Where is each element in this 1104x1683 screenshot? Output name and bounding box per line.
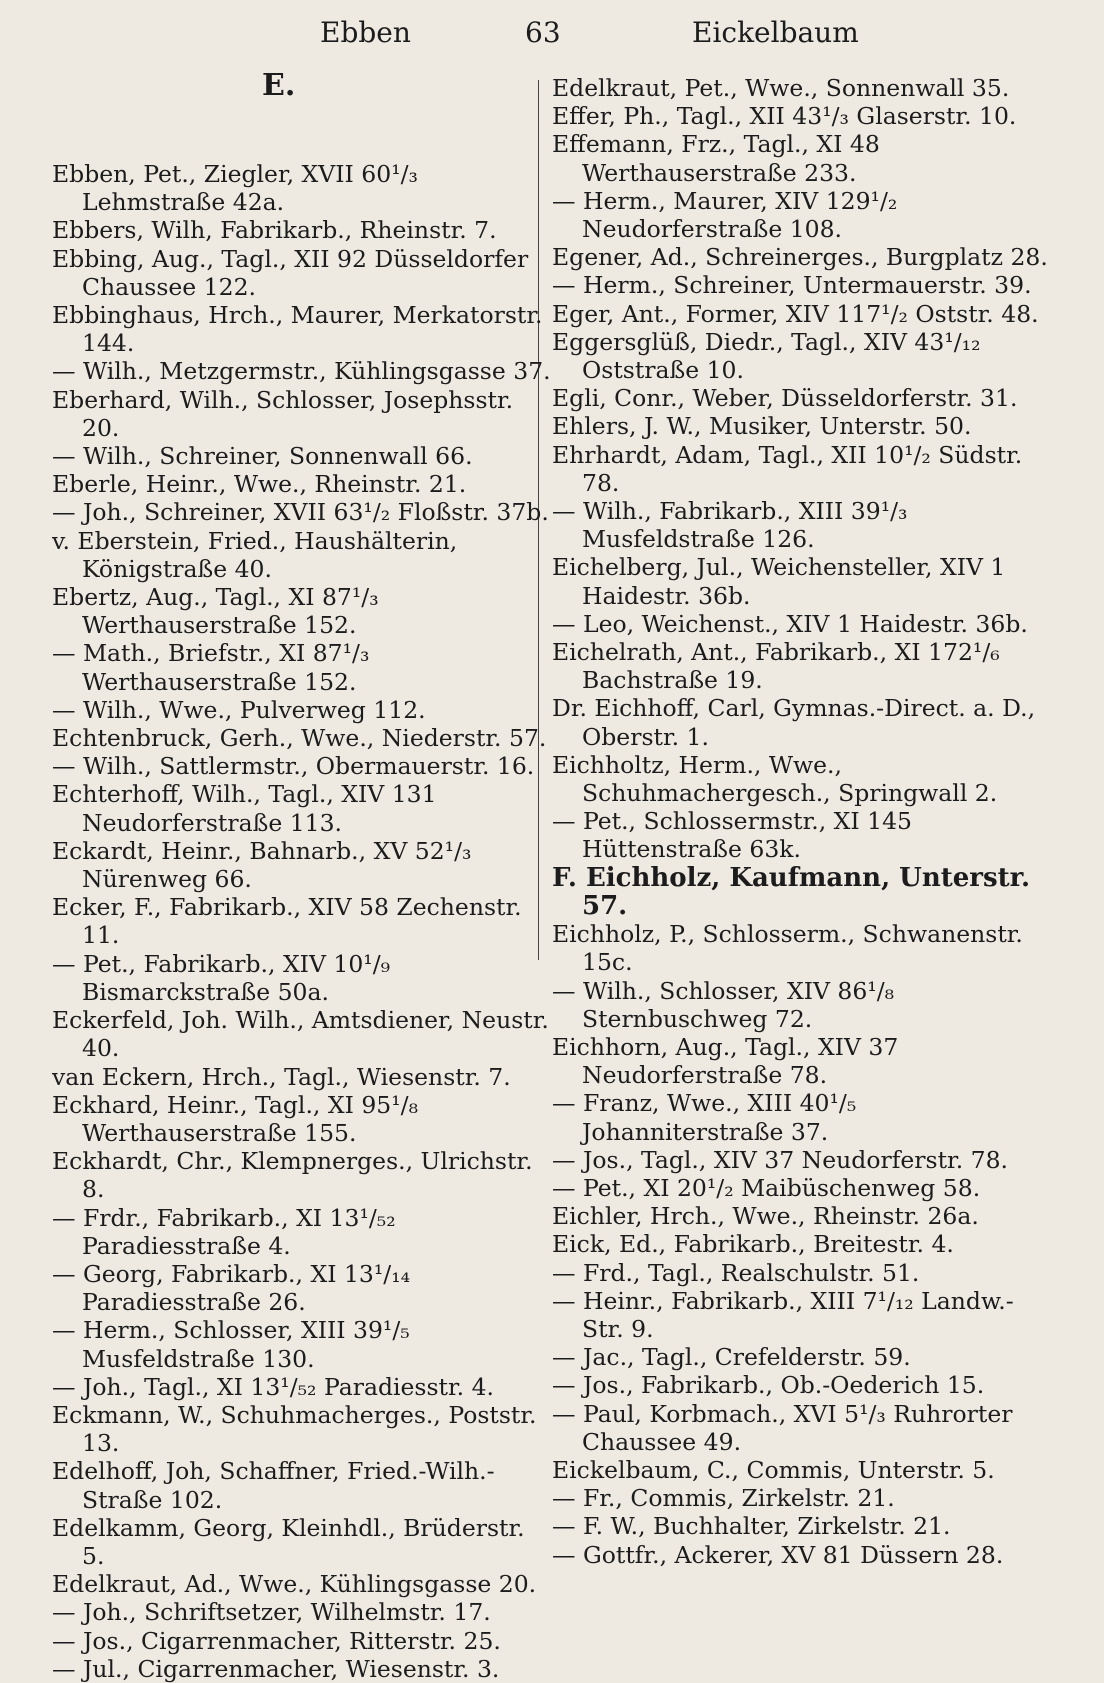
directory-entry: Eckhard, Heinr., Tagl., XI 95¹/₈ Werthauserstraße 155. (52, 1090, 419, 1147)
directory-entry: Edelkamm, Georg, Kleinhdl., Brüderstr. 5. (52, 1513, 525, 1570)
directory-entry: van Eckern, Hrch., Tagl., Wiesenstr. 7. (52, 1062, 511, 1091)
directory-entry: Eckmann, W., Schuhmacherges., Poststr. 13. (52, 1400, 537, 1458)
directory-entry: Eichelrath, Ant., Fabrikarb., XI 172¹/₆ Bachstraße 19. (552, 638, 1000, 695)
directory-entry: Ebbinghaus, Hrch., Maurer, Merkatorstr. 144. (52, 301, 543, 358)
directory-entry: — Wilh., Wwe., Pulverweg 112. (52, 695, 426, 724)
directory-entry: Eick, Ed., Fabrikarb., Breitestr. 4. (552, 1230, 954, 1259)
directory-entry: — Wilh., Schreiner, Sonnenwall 66. (52, 442, 473, 471)
directory-entry: — Wilh., Schlosser, XIV 86¹/₈ Sternbuschweg 72. (552, 976, 895, 1033)
directory-entry: — Gottfr., Ackerer, XV 81 Düssern 28. (552, 1540, 1004, 1569)
directory-entry: Edelhoff, Joh, Schaffner, Fried.-Wilh.-Straße 102. (52, 1457, 495, 1514)
directory-entry: Ehlers, J. W., Musiker, Unterstr. 50. (552, 412, 972, 441)
directory-entry: — Heinr., Fabrikarb., XIII 7¹/₁₂ Landw.-Str. 9. (552, 1286, 1014, 1343)
directory-entry: — Wilh., Metzgermstr., Kühlingsgasse 37. (52, 357, 551, 386)
directory-entry: Edelkraut, Pet., Wwe., Sonnenwall 35. (552, 74, 1010, 102)
directory-entry: Ebertz, Aug., Tagl., XI 87¹/₃ Werthauserstraße 152. (52, 583, 379, 640)
header-right-keyword: Eickelbaum (692, 16, 859, 49)
directory-entry: — Jos., Cigarrenmacher, Ritterstr. 25. (52, 1626, 501, 1655)
directory-entry: — Joh., Schriftsetzer, Wilhelmstr. 17. (52, 1598, 491, 1627)
directory-entry: — Math., Briefstr., XI 87¹/₃ Werthauserstraße 152. (52, 639, 370, 696)
directory-entry: — Jos., Tagl., XIV 37 Neudorferstr. 78. (552, 1145, 1009, 1174)
directory-entry: Edelkraut, Ad., Wwe., Kühlingsgasse 20. (52, 1570, 537, 1599)
directory-entry: — Joh., Schreiner, XVII 63¹/₂ Floßstr. 37b. (52, 498, 549, 527)
directory-entry: Ebbing, Aug., Tagl., XII 92 Düsseldorfer Chaussee 122. (52, 244, 529, 301)
directory-entry: — Pet., Schlossermstr., XI 145 Hüttenstraße 63k. (552, 807, 912, 864)
directory-entry: Eckardt, Heinr., Bahnarb., XV 52¹/₃ Nürenweg 66. (52, 836, 472, 894)
directory-entry: Eberhard, Wilh., Schlosser, Josephsstr. 20. (52, 385, 514, 442)
directory-entry: — Jul., Cigarrenmacher, Wiesenstr. 3. (52, 1654, 500, 1683)
directory-entry: Effemann, Frz., Tagl., XI 48 Werthauserstraße 233. (552, 130, 880, 187)
header-left-keyword: Ebben (320, 16, 411, 49)
directory-entry: Eger, Ant., Former, XIV 117¹/₂ Oststr. 48. (552, 299, 1039, 328)
directory-entry-bold (552, 864, 1052, 920)
directory-entry: Ebben, Pet., Ziegler, XVII 60¹/₃ Lehmstraße 42a. (52, 160, 418, 217)
right-column (552, 74, 1052, 1569)
directory-entry: Eichholtz, Herm., Wwe., Schuhmachergesch., Springwall 2. (552, 750, 998, 808)
directory-entry: — F. W., Buchhalter, Zirkelstr. 21. (552, 1512, 951, 1541)
directory-entry: Ehrhardt, Adam, Tagl., XII 10¹/₂ Südstr. 78. (552, 440, 1023, 497)
directory-entry: — Herm., Schlosser, XIII 39¹/₅ Musfeldstraße 130. (52, 1316, 410, 1373)
directory-entry: Ebbers, Wilh, Fabrikarb., Rheinstr. 7. (52, 216, 497, 245)
directory-entry: — Leo, Weichenst., XIV 1 Haidestr. 36b. (552, 609, 1028, 638)
directory-entry: Eichhorn, Aug., Tagl., XIV 37 Neudorferstraße 78. (552, 1032, 899, 1090)
directory-entry: — Jac., Tagl., Crefelderstr. 59. (552, 1343, 911, 1372)
directory-entry: — Jos., Fabrikarb., Ob.-Oederich 15. (552, 1371, 985, 1400)
page-number: 63 (525, 16, 561, 49)
directory-entry: Eichelberg, Jul., Weichensteller, XIV 1 Haidestr. 36b. (552, 553, 1006, 610)
directory-entry: — Wilh., Fabrikarb., XIII 39¹/₃ Musfeldstraße 126. (552, 497, 908, 554)
directory-entry: — Wilh., Sattlermstr., Obermauerstr. 16. (52, 752, 535, 781)
directory-entry: — Pet., Fabrikarb., XIV 10¹/₉ Bismarckstraße 50a. (52, 949, 391, 1006)
directory-entry: — Joh., Tagl., XI 13¹/₅₂ Paradiesstr. 4. (52, 1372, 495, 1401)
directory-entry: Egener, Ad., Schreinerges., Burgplatz 28. (552, 243, 1048, 272)
directory-entry: — Herm., Maurer, XIV 129¹/₂ Neudorferstraße 108. (552, 186, 898, 244)
directory-entry: — Pet., XI 20¹/₂ Maibüschenweg 58. (552, 1173, 981, 1202)
directory-entry: Eberle, Heinr., Wwe., Rheinstr. 21. (52, 470, 467, 499)
directory-entry: Eckerfeld, Joh. Wilh., Amtsdiener, Neustr. 40. (52, 1006, 549, 1063)
directory-entry: — Georg, Fabrikarb., XI 13¹/₁₄ Paradiesstraße 26. (52, 1259, 411, 1317)
directory-entry: Eggersglüß, Diedr., Tagl., XIV 43¹/₁₂ Oststraße 10. (552, 327, 981, 385)
page-header (0, 10, 1104, 56)
directory-entry: Eickelbaum, C., Commis, Unterstr. 5. (552, 1455, 995, 1484)
directory-entry: Dr. Eichhoff, Carl, Gymnas.-Direct. a. D., Oberstr. 1. (552, 694, 1036, 751)
directory-entry: v. Eberstein, Fried., Haushälterin, Königstraße 40. (52, 526, 458, 583)
directory-entry: Echtenbruck, Gerh., Wwe., Niederstr. 57. (52, 724, 547, 753)
directory-entry: — Frd., Tagl., Realschulstr. 51. (552, 1258, 920, 1287)
section-spacer (52, 138, 552, 160)
directory-entry: Ecker, F., Fabrikarb., XIV 58 Zechenstr. 11. (52, 893, 522, 950)
directory-entry: Effer, Ph., Tagl., XII 43¹/₃ Glaserstr. 10. (552, 102, 1017, 131)
directory-entry: Eichholz, P., Schlosserm., Schwanenstr. 15c. (552, 920, 1023, 977)
directory-entry: — Frdr., Fabrikarb., XI 13¹/₅₂ Paradiesstraße 4. (52, 1203, 396, 1260)
directory-entry: Echterhoff, Wilh., Tagl., XIV 131 Neudorferstraße 113. (52, 780, 437, 837)
directory-entry: Egli, Conr., Weber, Düsseldorferstr. 31. (552, 384, 1018, 413)
bold-entry-text: F. Eichholz, Kaufmann, Unterstr. 57. (552, 862, 1031, 921)
section-letter: E. (262, 68, 296, 103)
directory-entry: — Franz, Wwe., XIII 40¹/₅ Johanniterstraße 37. (552, 1089, 857, 1146)
left-column (52, 66, 552, 1683)
directory-entry: — Paul, Korbmach., XVI 5¹/₃ Ruhrorter Chaussee 49. (552, 1399, 1013, 1456)
directory-entry: — Herm., Schreiner, Untermauerstr. 39. (552, 271, 1032, 300)
directory-entry: Eckhardt, Chr., Klempnerges., Ulrichstr. 8. (52, 1147, 533, 1204)
directory-entry: Eichler, Hrch., Wwe., Rheinstr. 26a. (552, 1202, 979, 1231)
directory-entry: — Fr., Commis, Zirkelstr. 21. (552, 1484, 895, 1513)
